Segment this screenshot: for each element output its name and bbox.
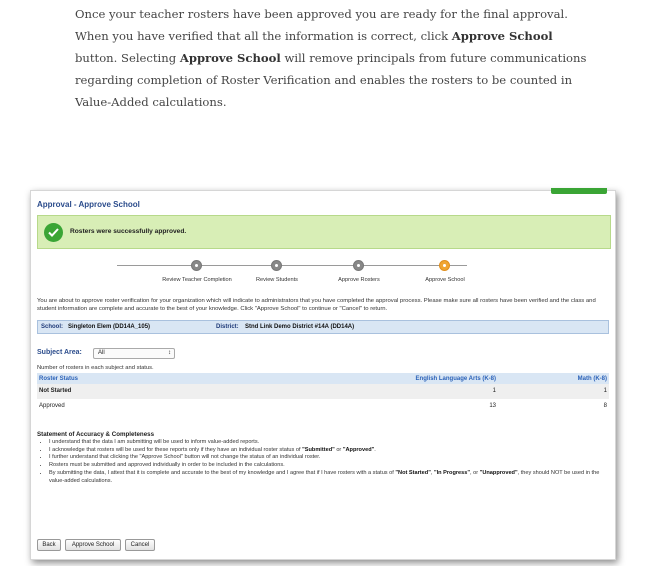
progress-track — [117, 265, 467, 266]
intro-bold-1: Approve School — [451, 29, 553, 43]
school-info-bar — [37, 320, 609, 334]
select-arrow-icon: ↕ — [168, 350, 171, 356]
statement-bold: "Not Started" — [395, 469, 431, 476]
statement-title: Statement of Accuracy & Completeness — [37, 431, 155, 438]
progress-steps — [31, 257, 617, 289]
row-math-count: 8 — [603, 403, 607, 409]
approval-instructions: You are about to approve roster verification for your organization which will indicate to administrators that you have completed the approval process. Please make sure all rosters have been verified and the class and student information are complete and accurate to the best of your knowledge. Click "Approve School" to continue or "Cancel" to return. — [37, 298, 596, 313]
success-message: Rosters were successfully approved. — [70, 228, 187, 235]
row-status: Not Started — [39, 388, 72, 394]
intro-text-1: Once your teacher rosters have been approved you are ready for the final approval. When you have verified that all the information is correct, click — [75, 7, 568, 43]
district-label: District: — [216, 324, 239, 330]
cancel-button[interactable]: Cancel — [125, 539, 155, 551]
statement-text: Rosters must be submitted and approved individually in order to be included in the calculations. — [49, 462, 285, 469]
subject-area-label: Subject Area: — [37, 349, 82, 356]
intro-text-2: button. Selecting — [75, 51, 180, 65]
subject-area-select[interactable] — [93, 348, 175, 359]
statement-bold: "In Progress" — [433, 469, 471, 476]
statement-text: I understand that the data I am submitting will be used to inform value-added reports. — [49, 439, 260, 445]
statement-bold: "Approved" — [342, 446, 375, 453]
step-label: Review Students — [256, 277, 298, 283]
roster-count-note: Number of rosters in each subject and status. — [37, 365, 154, 371]
intro-text-3: will remove principals from future communications regarding completion of Roster Verification and enables the rosters to be counted in Value-Added calculations. — [75, 51, 587, 109]
statement-item — [49, 439, 609, 447]
school-label: School: — [41, 324, 63, 330]
statement-text: By submitting the data, I attest that it is complete and accurate to the best of my knowledge and I agree that if I have rosters with a status of — [49, 469, 396, 476]
statement-item — [49, 462, 609, 470]
statement-section — [37, 431, 609, 485]
back-button[interactable]: Back — [37, 539, 61, 551]
step-label: Review Teacher Completion — [162, 277, 232, 283]
success-banner — [37, 215, 611, 249]
intro-bold-2: Approve School — [179, 51, 281, 65]
roster-status-table — [37, 373, 609, 414]
statement-text: , they should NOT be used in the value-added calculations. — [49, 469, 600, 484]
district-value: Stnd Link Demo District #14A (DD14A) — [245, 324, 355, 330]
step-dot-approve-rosters — [353, 260, 364, 271]
row-status: Approved — [39, 403, 65, 409]
statement-item — [49, 470, 609, 485]
statement-text: I acknowledge that rosters will be used for these reports only if they have an individual roster status of — [49, 446, 303, 453]
row-ela-count: 13 — [489, 403, 496, 409]
step-dot-review-teacher — [191, 260, 202, 271]
green-tab-button[interactable] — [551, 188, 607, 194]
statement-item — [49, 454, 609, 462]
step-label: Approve Rosters — [338, 277, 380, 283]
approve-school-button[interactable]: Approve School — [65, 539, 121, 551]
col-roster-status: Roster Status — [39, 376, 79, 382]
statement-item — [49, 447, 609, 455]
table-row — [37, 384, 609, 399]
col-ela: English Language Arts (K-8) — [415, 376, 496, 382]
page-title: Approval - Approve School — [37, 200, 140, 209]
statement-text: I further understand that clicking the "Approve School" button will not change the status of an individual roster. — [49, 454, 321, 461]
statement-text: or — [334, 446, 343, 453]
step-dot-review-students — [271, 260, 282, 271]
school-value: Singleton Elem (DD14A_105) — [68, 324, 151, 330]
statement-list — [49, 439, 609, 485]
approval-screenshot — [30, 190, 616, 560]
statement-text: , — [430, 469, 434, 476]
row-ela-count: 1 — [492, 388, 496, 394]
step-dot-approve-school — [439, 260, 450, 271]
table-row — [37, 399, 609, 414]
statement-bold: "Unapproved" — [479, 469, 518, 476]
intro-paragraph — [75, 3, 595, 113]
statement-text: , or — [470, 469, 480, 476]
row-math-count: 1 — [603, 388, 607, 394]
col-math: Math (K-8) — [577, 376, 607, 382]
statement-text: . — [374, 446, 376, 453]
subject-area-value: All — [98, 350, 105, 356]
step-label: Approve School — [425, 277, 465, 283]
checkmark-icon — [44, 223, 63, 242]
statement-bold: "Submitted" — [302, 446, 335, 453]
table-header — [37, 373, 609, 384]
